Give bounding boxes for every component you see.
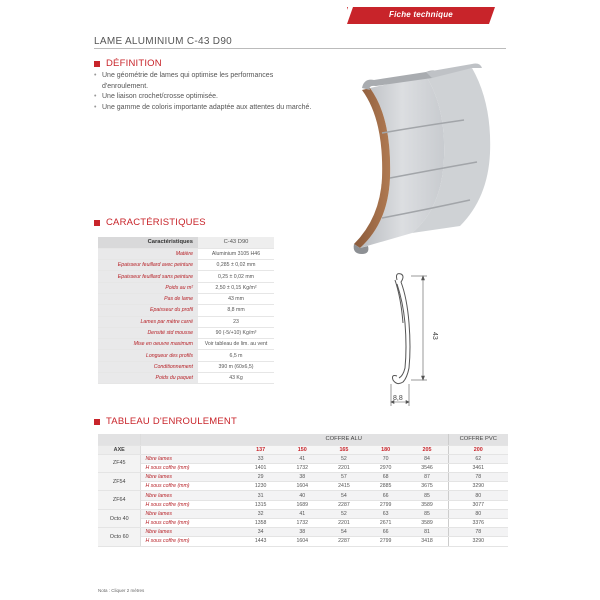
winding-heading [94, 416, 237, 427]
table-cell: 2970 [365, 463, 407, 472]
row-label: Mise en oeuvre maximum [98, 339, 198, 350]
row-label: Densité std mousse [98, 327, 198, 338]
row-value: 43 mm [198, 293, 274, 304]
row-value: 23 [198, 316, 274, 327]
table-cell: 66 [365, 491, 407, 500]
table-row [98, 361, 274, 372]
row-value: 2,50 ± 0,15 Kg/m² [198, 282, 274, 293]
square-bullet-icon [94, 419, 100, 425]
table-header-row [98, 445, 508, 454]
table-cell: 1401 [240, 463, 282, 472]
table-cell: 2415 [323, 482, 365, 491]
table-cell: 78 [448, 528, 508, 537]
characteristics-table [98, 237, 274, 384]
row-label: Lames par mètre carré [98, 316, 198, 327]
table-cell: 85 [406, 509, 448, 518]
table-row [98, 528, 508, 537]
size-header: 137 [240, 445, 282, 454]
table-group-header-row [98, 434, 508, 445]
table-row [98, 482, 508, 491]
size-header: 150 [281, 445, 323, 454]
table-row [98, 509, 508, 518]
table-row [98, 248, 274, 259]
table-cell: 85 [406, 491, 448, 500]
table-cell: 80 [448, 491, 508, 500]
table-row [98, 327, 274, 338]
table-cell: 2287 [323, 500, 365, 509]
technical-sheet [90, 0, 510, 600]
table-cell: 68 [365, 473, 407, 482]
table-cell: 3376 [448, 519, 508, 528]
row-value: 90 (-5/+10) Kg/m³ [198, 327, 274, 338]
table-cell: 78 [448, 473, 508, 482]
square-bullet-icon [94, 61, 100, 67]
axe-cell: ZF54 [98, 473, 141, 491]
table-cell: 3290 [448, 482, 508, 491]
size-header: 200 [448, 445, 508, 454]
footnote: Nota : Cliquer 2 mètres [98, 588, 145, 593]
table-row [98, 271, 274, 282]
row-value: 0,285 ± 0,02 mm [198, 260, 274, 271]
table-cell: 62 [448, 454, 508, 463]
row-value: Voir tableau de lim. au vent [198, 339, 274, 350]
height-dimension-label: 43 [431, 332, 438, 340]
characteristics-heading [94, 217, 206, 228]
table-cell: 63 [365, 509, 407, 518]
table-cell: 40 [281, 491, 323, 500]
table-cell: 1732 [281, 463, 323, 472]
table-cell: 54 [323, 528, 365, 537]
table-cell: 1604 [281, 537, 323, 546]
table-cell: 29 [240, 473, 282, 482]
table-cell: 31 [240, 491, 282, 500]
size-header: 165 [323, 445, 365, 454]
row-value: Aluminium 3105 H46 [198, 248, 274, 259]
table-cell: 34 [240, 528, 282, 537]
list-item: • Une gamme de coloris importante adaptée aux attentes du marché. [94, 103, 316, 114]
table-cell: 3546 [406, 463, 448, 472]
table-row [98, 305, 274, 316]
row-label: H sous coffre (mm) [141, 463, 240, 472]
axe-cell: ZF64 [98, 491, 141, 509]
table-cell: 41 [281, 509, 323, 518]
table-cell: 66 [365, 528, 407, 537]
table-row [98, 491, 508, 500]
row-label: Poids du paquet [98, 373, 198, 384]
table-header-label: Caractéristiques [98, 237, 198, 248]
table-cell: 81 [406, 528, 448, 537]
row-label: Matière [98, 248, 198, 259]
row-label: Poids au m² [98, 282, 198, 293]
table-header-value: C-43 D90 [198, 237, 274, 248]
row-label: Nbre lames [141, 473, 240, 482]
row-value: 8,8 mm [198, 305, 274, 316]
row-value: 6,5 m [198, 350, 274, 361]
table-cell: 1689 [281, 500, 323, 509]
table-row [98, 316, 274, 327]
table-cell: 3589 [406, 500, 448, 509]
axe-cell: Octo 60 [98, 528, 141, 546]
table-row [98, 473, 508, 482]
row-label: Nbre lames [141, 509, 240, 518]
table-cell: 1604 [281, 482, 323, 491]
table-cell: 38 [281, 473, 323, 482]
table-cell: 2671 [365, 519, 407, 528]
table-row [98, 454, 508, 463]
table-cell: 70 [365, 454, 407, 463]
table-cell: 2885 [365, 482, 407, 491]
definition-heading [94, 58, 162, 69]
table-cell: 54 [323, 491, 365, 500]
row-label: Nbre lames [141, 491, 240, 500]
table-row [98, 339, 274, 350]
table-row [98, 260, 274, 271]
row-value: 0,25 ± 0,02 mm [198, 271, 274, 282]
table-cell: 41 [281, 454, 323, 463]
row-label: H sous coffre (mm) [141, 537, 240, 546]
table-row [98, 537, 508, 546]
table-cell: 52 [323, 509, 365, 518]
row-label: H sous coffre (mm) [141, 519, 240, 528]
table-cell: 1732 [281, 519, 323, 528]
table-cell: 3589 [406, 519, 448, 528]
row-value: 390 m (60x6,5) [198, 361, 274, 372]
table-cell: 3461 [448, 463, 508, 472]
list-item: • Une géométrie de lames qui optimise les performances d'enroulement. [94, 71, 316, 92]
table-cell: 2799 [365, 500, 407, 509]
table-cell: 3418 [406, 537, 448, 546]
table-cell: 87 [406, 473, 448, 482]
axe-cell: ZF45 [98, 454, 141, 472]
size-header: 180 [365, 445, 407, 454]
definition-heading-text: DÉFINITION [106, 58, 162, 69]
row-value: 43 Kg [198, 373, 274, 384]
table-cell: 52 [323, 454, 365, 463]
list-item: • Une liaison crochet/crosse optimisée. [94, 92, 316, 103]
definition-list [94, 71, 316, 113]
slat-3d-image [352, 58, 492, 258]
row-label: Longueur des profils [98, 350, 198, 361]
size-header: 205 [406, 445, 448, 454]
row-label: H sous coffre (mm) [141, 482, 240, 491]
row-label: Conditionnement [98, 361, 198, 372]
row-label: Pas de lame [98, 293, 198, 304]
table-cell: 33 [240, 454, 282, 463]
row-label: Epaisseur feuillard sans peinture [98, 271, 198, 282]
table-cell: 2287 [323, 537, 365, 546]
banner-label: Fiche technique [389, 10, 453, 19]
table-row [98, 350, 274, 361]
table-cell: 2201 [323, 519, 365, 528]
row-label: H sous coffre (mm) [141, 500, 240, 509]
table-cell: 57 [323, 473, 365, 482]
table-cell: 1230 [240, 482, 282, 491]
table-row [98, 519, 508, 528]
table-cell: 1443 [240, 537, 282, 546]
table-row [98, 463, 508, 472]
winding-table [98, 434, 508, 547]
axe-header: AXE [98, 445, 141, 454]
row-label: Nbre lames [141, 528, 240, 537]
table-header-row [98, 237, 274, 248]
row-label: Nbre lames [141, 454, 240, 463]
table-cell: 3290 [448, 537, 508, 546]
table-cell: 1358 [240, 519, 282, 528]
fiche-technique-banner [347, 7, 495, 24]
table-row [98, 373, 274, 384]
table-row [98, 293, 274, 304]
table-cell: 3077 [448, 500, 508, 509]
page-title: LAME ALUMINIUM C-43 D90 [94, 36, 233, 47]
characteristics-heading-text: CARACTÉRISTIQUES [106, 217, 206, 228]
coffre-pvc-header: COFFRE PVC [448, 434, 508, 445]
table-cell: 80 [448, 509, 508, 518]
table-cell: 3675 [406, 482, 448, 491]
table-cell: 38 [281, 528, 323, 537]
table-cell: 32 [240, 509, 282, 518]
table-row [98, 500, 508, 509]
table-cell: 1315 [240, 500, 282, 509]
coffre-alu-header: COFFRE ALU [240, 434, 448, 445]
winding-heading-text: TABLEAU D'ENROULEMENT [106, 416, 237, 427]
table-cell: 2799 [365, 537, 407, 546]
table-cell: 84 [406, 454, 448, 463]
thickness-dimension-label: 8,8 [393, 395, 403, 402]
row-label: Epaisseur feuillard avec peinture [98, 260, 198, 271]
table-cell: 2201 [323, 463, 365, 472]
slat-cross-section-drawing [375, 268, 445, 418]
row-label: Epaisseur du profil [98, 305, 198, 316]
table-row [98, 282, 274, 293]
title-divider [94, 48, 506, 49]
axe-cell: Octo 40 [98, 509, 141, 527]
square-bullet-icon [94, 220, 100, 226]
